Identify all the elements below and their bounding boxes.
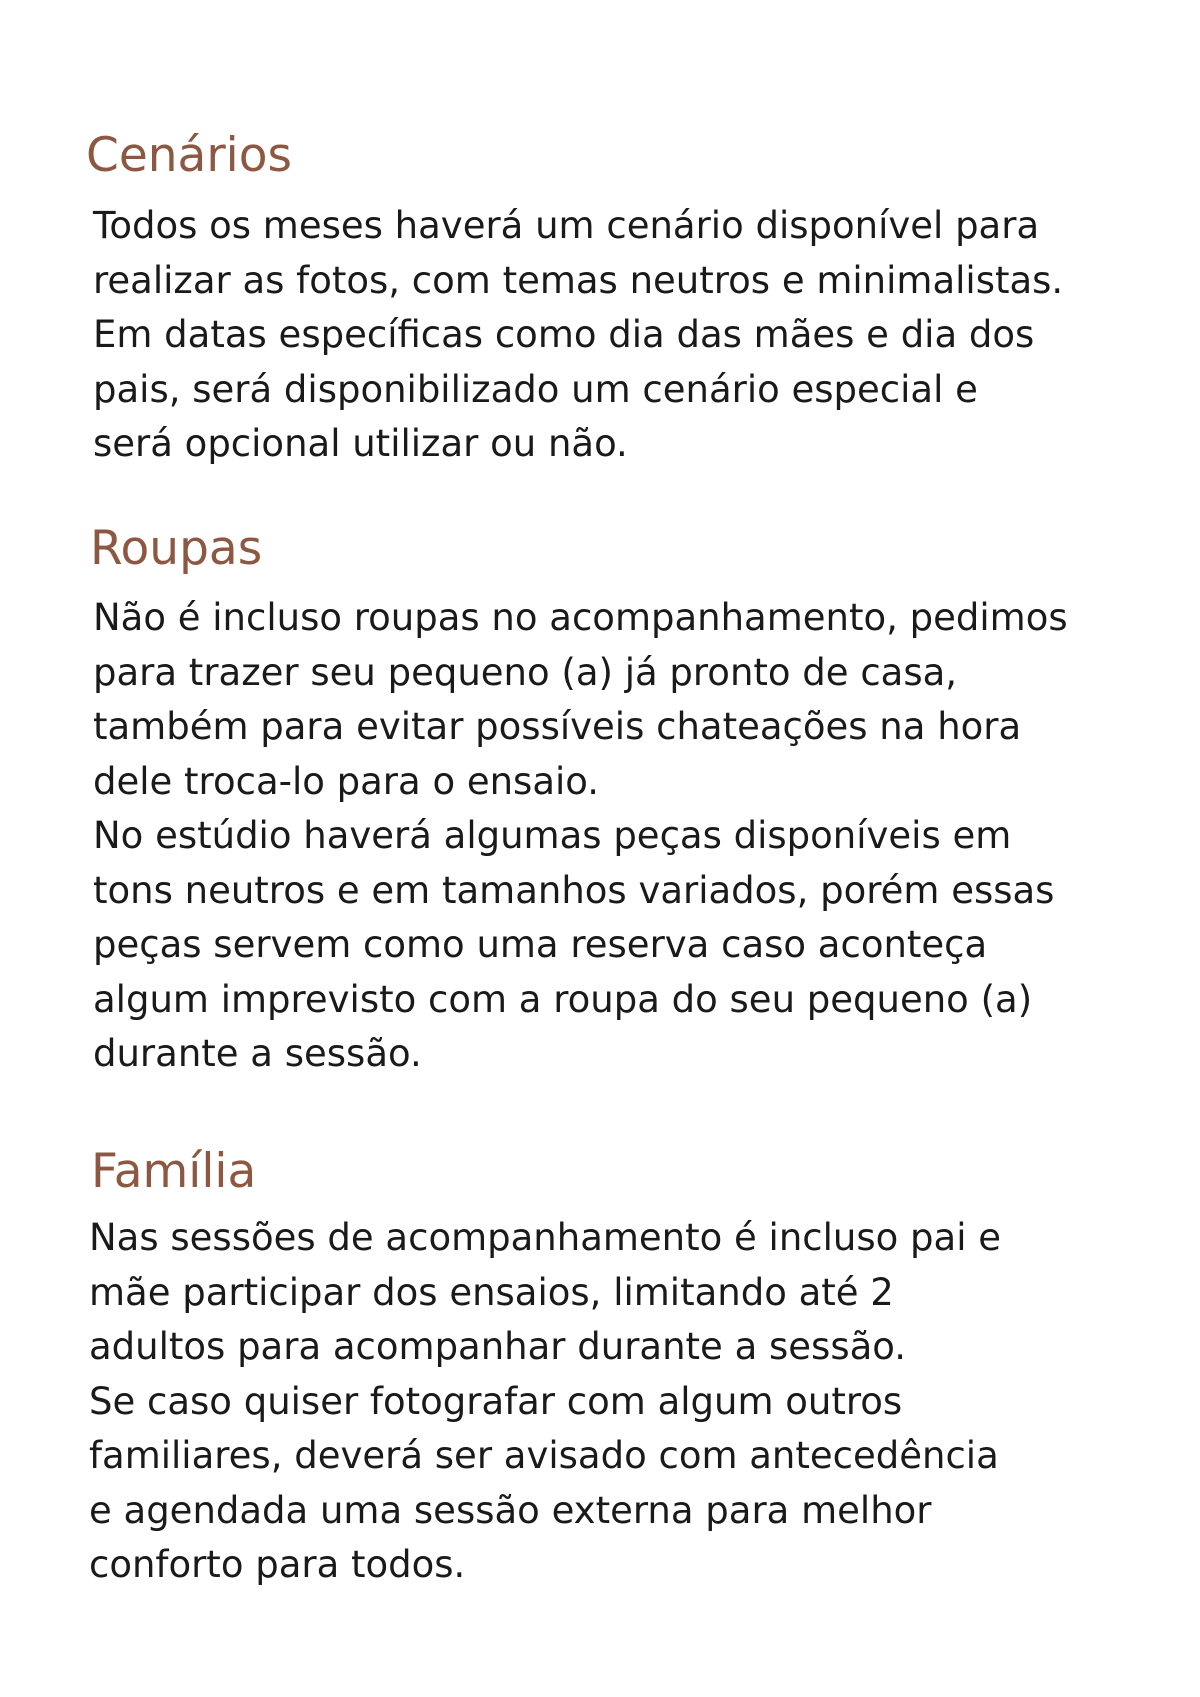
paragraph-line: e agendada uma sessão externa para melhor [89,1488,932,1532]
paragraph-line: pais, será disponibilizado um cenário especial e [93,367,978,411]
section-title-familia: Família [91,1144,257,1199]
paragraph-line: familiares, deverá ser avisado com antecedência [89,1434,999,1477]
paragraph-line: durante a sessão. [93,1032,422,1075]
paragraph-line: No estúdio haverá algumas peças disponíveis em [93,814,1012,857]
paragraph-line: será opcional utilizar ou não. [93,422,628,465]
section-body-roupas [93,591,1068,1082]
paragraph-line: realizar as fotos, com temas neutros e minimalistas. [93,258,1064,302]
paragraph-line: dele troca-lo para o ensaio. [93,759,600,803]
section-title-cenarios: Cenários [86,128,292,183]
paragraph-line: Se caso quiser fotografar com algum outros [89,1379,903,1423]
section-body-familia [89,1211,1001,1593]
section-title-roupas: Roupas [90,521,263,576]
paragraph-line: tons neutros e em tamanhos variados, porém essas [93,868,1055,912]
paragraph-line: mãe participar dos ensaios, limitando até 2 [89,1270,894,1314]
paragraph-line: Em datas específicas como dia das mães e dia dos [93,313,1035,356]
section-body-cenarios [93,199,1063,472]
paragraph-line: Não é incluso roupas no acompanhamento, pedimos [93,596,1068,639]
paragraph-line: Todos os meses haverá um cenário disponível para [93,204,1040,247]
paragraph-line: peças servem como uma reserva caso aconteça [93,923,988,966]
paragraph-line: algum imprevisto com a roupa do seu pequeno (a) [93,977,1033,1021]
paragraph-line: adultos para acompanhar durante a sessão. [89,1325,907,1368]
paragraph-line: conforto para todos. [89,1543,466,1586]
paragraph-line: também para evitar possíveis chateações na hora [93,705,1022,748]
paragraph-line: para trazer seu pequeno (a) já pronto de casa, [93,650,958,694]
paragraph-line: Nas sessões de acompanhamento é incluso pai e [89,1216,1001,1259]
